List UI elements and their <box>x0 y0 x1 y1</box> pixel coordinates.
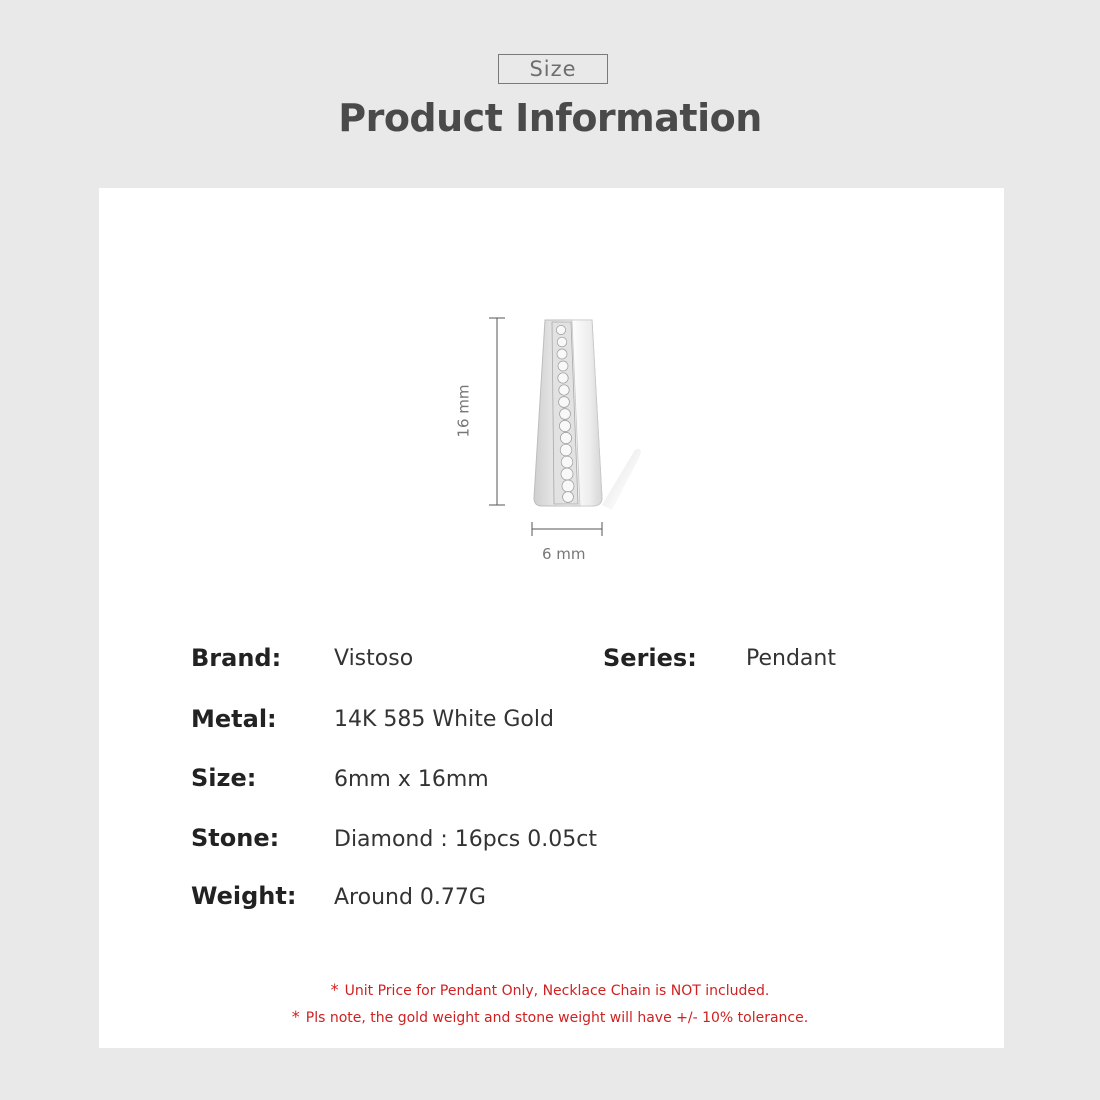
height-dimension-label: 16 mm <box>454 384 473 438</box>
brand-value: Vistoso <box>334 646 414 671</box>
size-value: 6mm x 16mm <box>334 767 489 792</box>
stone-value: Diamond : 16pcs 0.05ct <box>334 827 597 852</box>
page-title: Product Information <box>338 96 762 140</box>
metal-label: Metal: <box>191 705 277 733</box>
note-star: * <box>291 1007 300 1026</box>
metal-value: 14K 585 White Gold <box>334 707 554 732</box>
width-dimension-label: 6 mm <box>542 545 586 563</box>
note-tolerance <box>0 1007 1100 1026</box>
note-chain <box>0 980 1100 999</box>
weight-value: Around 0.77G <box>334 885 486 910</box>
series-label: Series: <box>603 644 697 672</box>
size-label: Size: <box>191 764 257 792</box>
stone-label: Stone: <box>191 824 280 852</box>
size-tag: Size <box>498 54 608 84</box>
weight-label: Weight: <box>191 882 297 910</box>
note-tolerance-text: Pls note, the gold weight and stone weight will have +/- 10% tolerance. <box>305 1010 809 1026</box>
note-chain-text: Unit Price for Pendant Only, Necklace Chain is NOT included. <box>344 983 770 999</box>
brand-label: Brand: <box>191 644 282 672</box>
series-value: Pendant <box>746 646 836 671</box>
note-star: * <box>330 980 339 999</box>
